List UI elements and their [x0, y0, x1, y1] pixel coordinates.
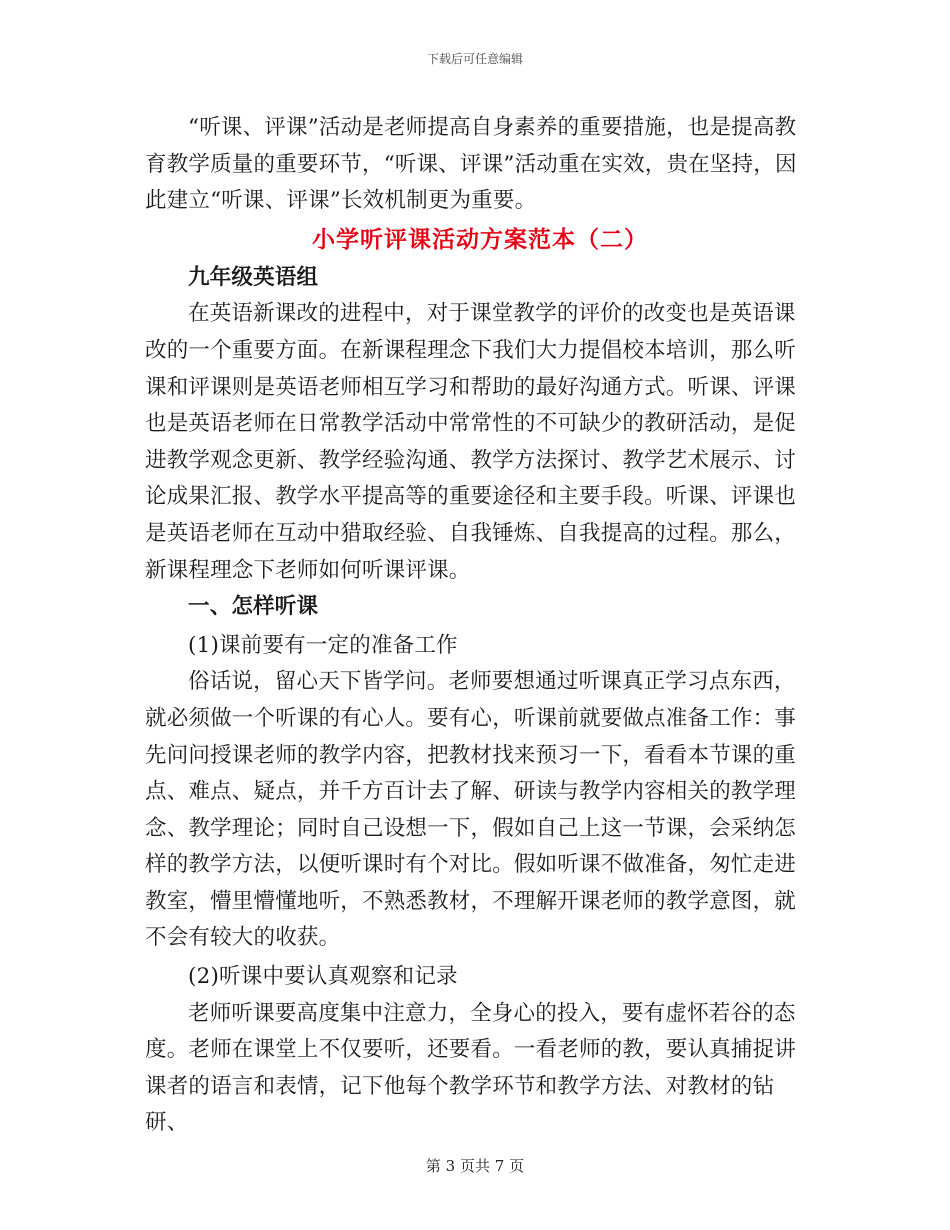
section-heading-1: 一、怎样听课	[188, 594, 319, 620]
paragraph-3: 老师听课要高度集中注意力，全身心的投入，要有虚怀若谷的态度。老师在课堂上不仅要听，还要看。一看老师的教，要认真捕捉讲课者的语言和表情，记下他每个教学环节和教学方法、对教材的钻研、	[145, 1000, 797, 1136]
paragraph-1: 在英语新课改的进程中，对于课堂教学的评价的改变也是英语课改的一个重要方面。在新课程理念下我们大力提倡校本培训，那么听课和评课则是英语老师相互学习和帮助的最好沟通方式。听课、评课也是英语老师在日常教学活动中常常性的不可缺少的教研活动，是促进教学观念更新、教学经验沟通、教学方法探讨、教学艺术展示、讨论成果汇报、教学水平提高等的重要途径和主要手段。听课、评课也是英语老师在互动中猎取经验、自我锤炼、自我提高的过程。那么，新课程理念下老师如何听课评课。	[145, 301, 797, 583]
page-header: 下载后可任意编辑	[426, 52, 523, 66]
intro-paragraph: “听课、评课”活动是老师提高自身素养的重要措施，也是提高教育教学质量的重要环节，“听课、评课”活动重在实效，贵在坚持，因此建立“听课、评课”长效机制更为重要。	[145, 115, 797, 214]
subheading-2: (2)听课中要认真观察和记录	[188, 964, 458, 990]
subheading-1: (1)课前要有一定的准备工作	[188, 632, 458, 658]
page-footer: 第 3 页共 7 页	[425, 1157, 525, 1175]
group-heading: 九年级英语组	[188, 264, 319, 290]
document-body	[145, 110, 805, 1142]
section-title: 小学听评课活动方案范本（二）	[312, 225, 648, 253]
paragraph-2: 俗话说，留心天下皆学问。老师要想通过听课真正学习点东西，就必须做一个听课的有心人。要有心，听课前就要做点准备工作：事先问问授课老师的教学内容，把教材找来预习一下，看看本节课的重点、难点、疑点，并千方百计去了解、研读与教学内容相关的教学理念、教学理论；同时自己设想一下，假如自己上这一节课，会采纳怎样的教学方法，以便听课时有个对比。假如听课不做准备，匆忙走进教室，懵里懵懂地听，不熟悉教材，不理解开课老师的教学意图，就不会有较大的收获。	[145, 669, 797, 951]
